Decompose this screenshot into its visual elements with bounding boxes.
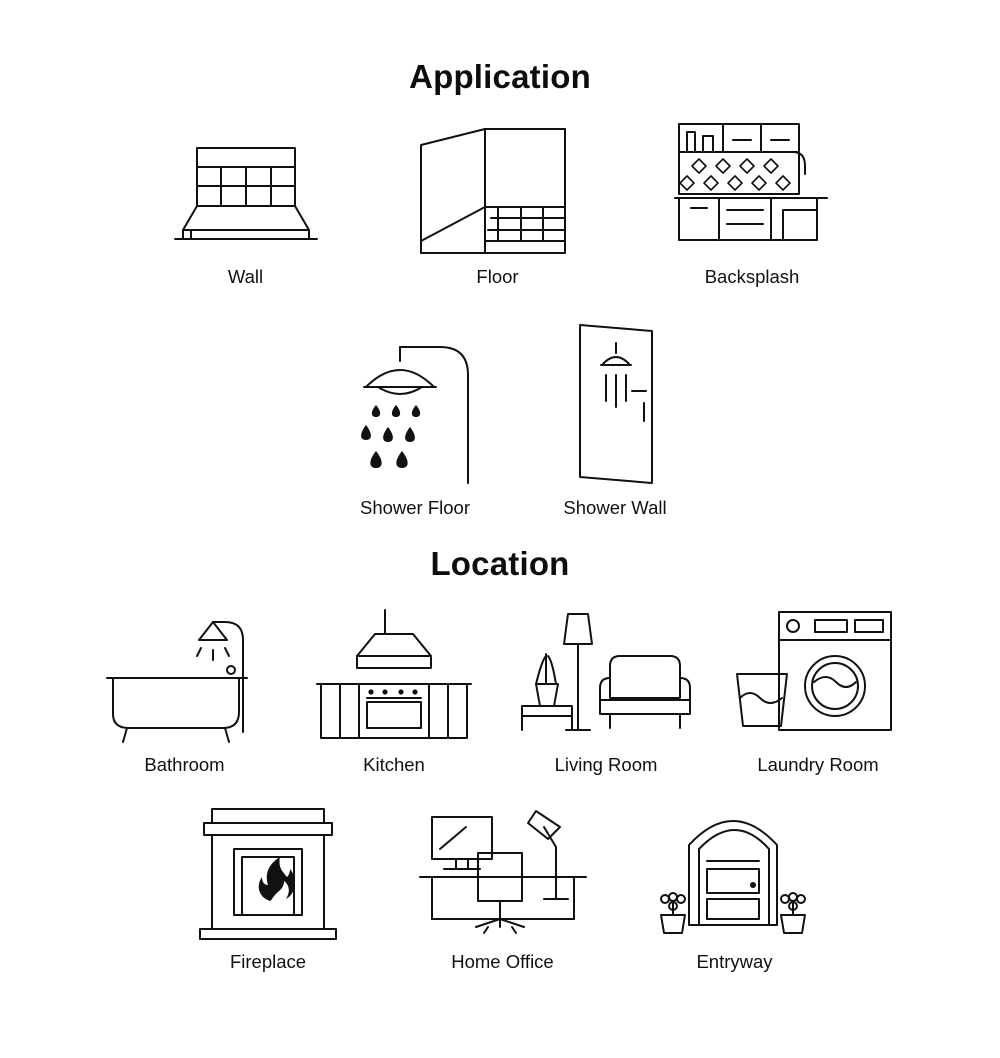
section-title-location: Location bbox=[430, 545, 570, 582]
icon-item-living-room[interactable] bbox=[514, 601, 699, 776]
washing-machine-icon bbox=[731, 601, 906, 746]
icon-item-shower-floor[interactable] bbox=[320, 314, 510, 519]
application-row-1 bbox=[0, 118, 1000, 288]
shower-wall-icon bbox=[550, 314, 680, 489]
icon-label-fireplace: Fireplace bbox=[229, 951, 307, 972]
icon-legend-page bbox=[0, 58, 1000, 1058]
location-row-2 bbox=[0, 798, 1000, 973]
application-row-2 bbox=[0, 314, 1000, 519]
location-row-1 bbox=[0, 601, 1000, 776]
icon-item-shower-wall[interactable] bbox=[550, 314, 680, 519]
icon-label-bathroom: Bathroom bbox=[144, 754, 225, 775]
bathtub-icon bbox=[95, 601, 275, 746]
icon-item-backsplash[interactable] bbox=[665, 118, 840, 288]
armchair-lamp-icon bbox=[514, 601, 699, 746]
icon-item-bathroom[interactable] bbox=[95, 601, 275, 776]
icon-item-entryway[interactable] bbox=[647, 798, 822, 973]
icon-label-wall: Wall bbox=[227, 266, 264, 287]
icon-item-wall[interactable] bbox=[161, 118, 331, 288]
icon-label-entryway: Entryway bbox=[696, 951, 773, 972]
icon-item-kitchen[interactable] bbox=[307, 601, 482, 776]
fireplace-icon bbox=[178, 798, 358, 943]
icon-label-floor: Floor bbox=[476, 266, 519, 287]
backsplash-icon bbox=[665, 118, 840, 258]
wall-tile-icon bbox=[161, 118, 331, 258]
icon-label-shower-floor: Shower Floor bbox=[359, 497, 470, 518]
icon-label-backsplash: Backsplash bbox=[704, 266, 800, 287]
icon-item-home-office[interactable] bbox=[410, 798, 595, 973]
icon-item-laundry-room[interactable] bbox=[731, 601, 906, 776]
icon-item-floor[interactable] bbox=[413, 118, 583, 288]
section-title-application: Application bbox=[409, 58, 591, 95]
shower-floor-icon bbox=[320, 314, 510, 489]
icon-label-kitchen: Kitchen bbox=[363, 754, 425, 775]
desk-computer-icon bbox=[410, 798, 595, 943]
icon-label-home-office: Home Office bbox=[451, 951, 554, 972]
kitchen-range-icon bbox=[307, 601, 482, 746]
floor-tile-icon bbox=[413, 118, 583, 258]
front-door-icon bbox=[647, 798, 822, 943]
icon-label-laundry-room: Laundry Room bbox=[757, 754, 879, 775]
icon-label-living-room: Living Room bbox=[554, 754, 658, 775]
icon-item-fireplace[interactable] bbox=[178, 798, 358, 973]
icon-label-shower-wall: Shower Wall bbox=[563, 497, 667, 518]
